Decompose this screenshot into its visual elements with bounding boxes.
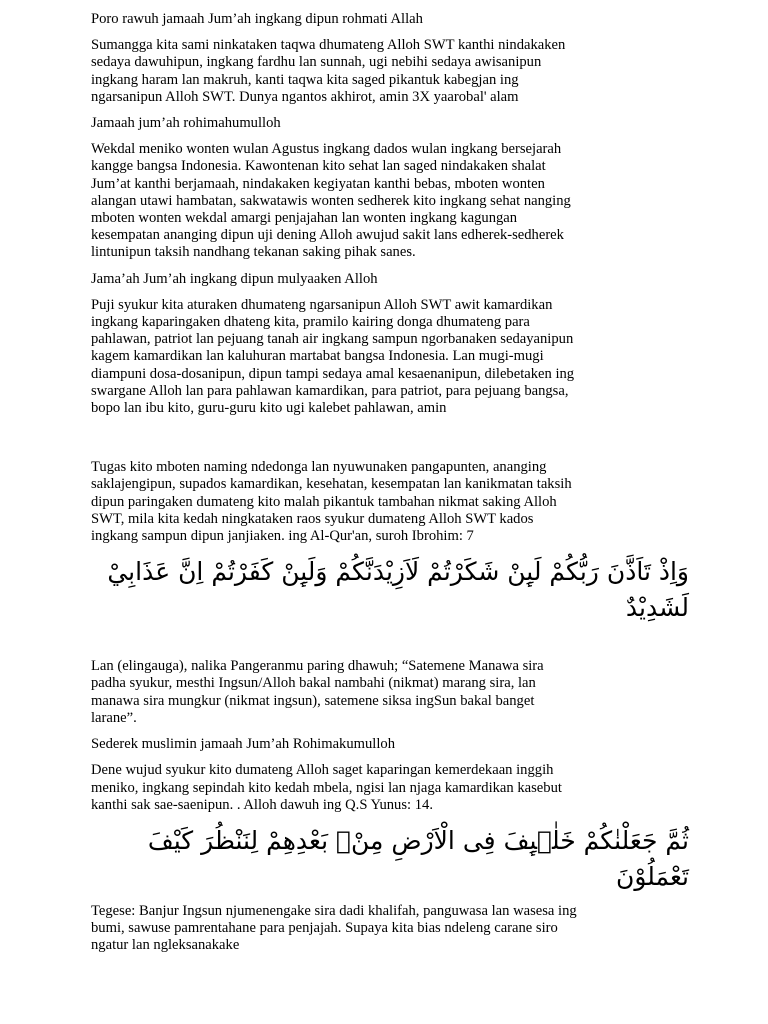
arabic-verse-yunus-14: ثُمَّ جَعَلْنٰكُمْ خَلٰۤىِٕفَ فِى الْاَرْضِ مِنْۢ بَعْدِهِمْ لِنَنْظُرَ كَيْفَ تَعْمَلُوْنَ xyxy=(147,825,689,891)
paragraph-gap xyxy=(91,426,686,459)
paragraph-august: Wekdal meniko wonten wulan Agustus ingkang dados wulan ingkang bersejarah kangge bangsa Indonesia. Kawontenan kito sehat lan saged nindakaken shalat Jum’at kanthi berjamaah, nindakaken kegiyatan kanthi bebas, mboten wonten alangan utawi hambatan, sakwatawis wonten sedherek kito ingkang sehat nanging mboten wonten wekdal amargi penjajahan lan wonten ingkang kagungan kesempatan ananging dipun uji dening Alloh awujud sakit lans edherek-sedherek lintunipun taksih nandhang tekanan saking pihak sanes. xyxy=(91,141,571,261)
paragraph-gratitude: Puji syukur kita aturaken dhumateng ngarsanipun Alloh SWT awit kamardikan ingkang kaparingaken dhateng kita, pramilo kairing donga dhumateng para pahlawan, patriot lan pejuang tanah air ingkang sampun ngorbanaken sedayanipun kagem kamardikan lan kaluhuran martabat bangsa Indonesia. Lan mugi-mugi diampuni dosa-dosanipun, dipun tampi sedaya amal kesaenanipun, dilebetaken ing swargane Alloh lan para pahlawan kamardikan, para patriot, para pejuang bangsa, bopo lan ibu kito, guru-guru kito ugi kalebet pahlawan, amin xyxy=(91,296,575,417)
paragraph-duty: Tugas kito mboten naming ndedonga lan nyuwunaken pangapunten, ananging saklajengipun, supados kamardikan, kesehatan, kesempatan lan kanikmatan taksih dipun paringaken dumateng kito malah pikantuk tambahan nikmat saking Alloh SWT, mila kita kedah ningkataken raos syukur dumateng Alloh SWT kados ingkang sampun dipun janjiaken. ing Al-Qur'an, suroh Ibrohim: 7 xyxy=(91,459,572,545)
arabic-verse-ibrahim-7: وَاِذْ تَاَذَّنَ رَبُّكُمْ لَىِٕنْ شَكَرْتُمْ لَاَزِيْدَنَّكُمْ وَلَىِٕنْ كَفَرْتُمْ اِنَّ عَذَابِيْ لَشَدِيْدٌ xyxy=(107,557,689,623)
paragraph-taqwa: Sumangga kita sami ninkataken taqwa dhumateng Alloh SWT kanthi nindakaken sedaya dawuhipun, ingkang fardhu lan sunnah, ugi nebihi sedaya awisanipun ingkang haram lan makruh, kanti taqwa kita saged pikantuk kabegjan ing ngarsanipun Alloh SWT. Dunya ngantos akhirot, amin 3X yaarobal' alam xyxy=(91,37,566,105)
greeting-line-1: Poro rawuh jamaah Jum’ah ingkang dipun rohmati Allah xyxy=(91,11,423,27)
greeting-line-2: Jamaah jum’ah rohimahumulloh xyxy=(91,115,281,132)
paragraph-translation-ibrahim: Lan (elingauga), nalika Pangeranmu paring dhawuh; “Satemene Manawa sira padha syukur, mesthi Ingsun/Alloh bakal nambahi (nikmat) marang sira, lan manawa sira mungkur (nikmat ingsun), satemene siksa ingSun bakal banget larane”. xyxy=(91,658,544,726)
greeting-line-4: Sederek muslimin jamaah Jum’ah Rohimakumulloh xyxy=(91,736,395,753)
paragraph-translation-yunus: Tegese: Banjur Ingsun njumenengake sira dadi khalifah, panguwasa lan wasesa ing bumi, sawuse pamrentahane para penjajah. Supaya kita bias ndeleng carane siro ngatur lan ngleksanakake xyxy=(91,902,577,954)
greeting-line-3: Jama’ah Jum’ah ingkang dipun mulyaaken Alloh xyxy=(91,270,378,287)
document-page xyxy=(91,11,689,964)
paragraph-independence: Dene wujud syukur kito dumateng Alloh saget kaparingan kemerdekaan inggih meniko, ingkang sepindah kito kedah mbela, ngisi lan njaga kamardikan kasebut kanthi sak sae-saenipun. . Alloh dawuh ing Q.S Yunus: 14. xyxy=(91,762,562,813)
